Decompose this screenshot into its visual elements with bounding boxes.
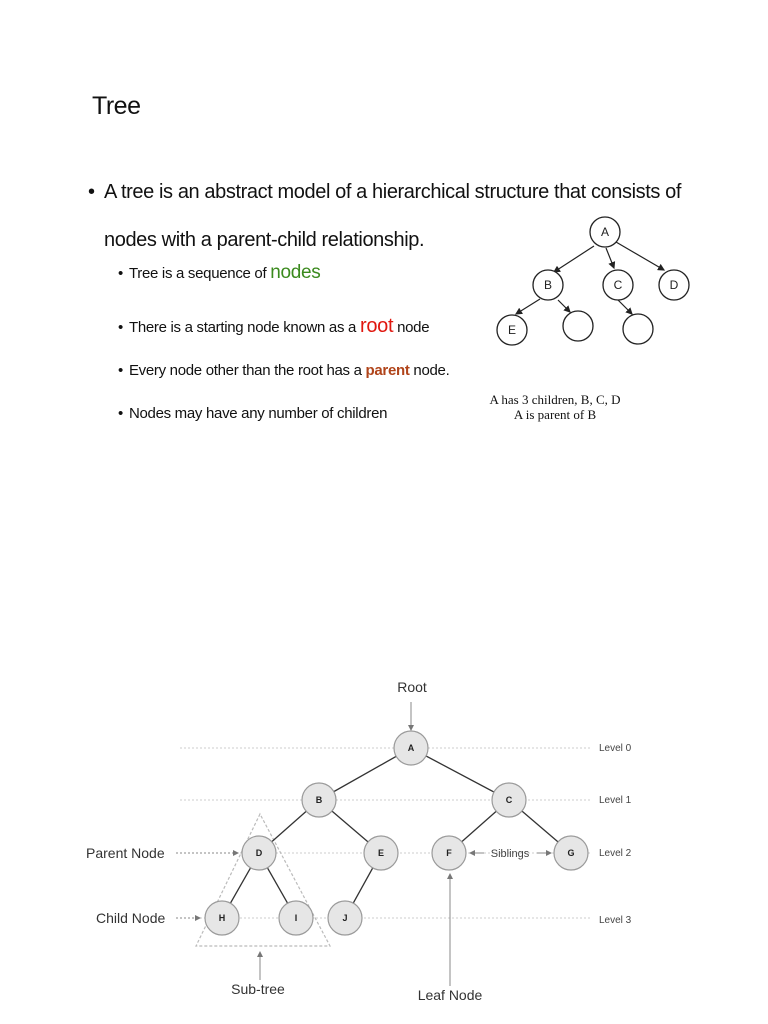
node-label: D: [255, 848, 263, 858]
edge-a-b: [554, 246, 594, 272]
small-tree-caption: [470, 392, 640, 422]
slide-title: Tree: [92, 92, 141, 120]
node-label: I: [294, 913, 298, 923]
bullet-dot: •: [118, 265, 123, 282]
small-node-label: C: [613, 278, 623, 292]
bullet-dot: •: [88, 181, 95, 203]
node-label: J: [342, 913, 348, 923]
node-label: B: [315, 795, 323, 805]
parent-node-label: Parent Node: [86, 845, 165, 861]
sub-bullet-root: [118, 315, 429, 338]
keyword-parent: parent: [365, 362, 410, 379]
sub-bullet-children: [118, 405, 387, 422]
big-tree-diagram: [0, 660, 768, 1024]
small-tree-diagram: [490, 210, 710, 360]
root-label: Root: [397, 679, 427, 695]
edge-b-e: [516, 299, 540, 314]
level-label: Level 1: [599, 795, 632, 806]
node-label: A: [407, 743, 415, 753]
sub-bullet-text: There is a starting node known as a: [128, 319, 360, 336]
sub-bullet-after: node: [393, 319, 430, 336]
node-label: C: [505, 795, 513, 805]
siblings-label: Siblings: [490, 848, 530, 860]
small-node-label: B: [543, 278, 553, 292]
sub-bullet-parent: [118, 362, 449, 379]
keyword-root: root: [359, 315, 394, 337]
main-bullet-line-1: A tree is an abstract model of a hierarchical structure that consists of: [104, 181, 682, 203]
sub-bullet-text: Nodes may have any number of children: [128, 405, 388, 422]
small-node-label: E: [507, 323, 517, 337]
small-node-empty-1: [563, 311, 593, 341]
small-node-label: A: [600, 225, 610, 239]
edge-b-x: [558, 300, 570, 312]
edge-a-c: [606, 248, 614, 268]
edge-a-d: [616, 242, 664, 270]
bullet-dot: •: [118, 362, 123, 379]
keyword-nodes: nodes: [270, 262, 321, 283]
level-label: Level 0: [599, 743, 632, 754]
sub-bullet-after: node.: [409, 362, 450, 379]
level-label: Level 3: [599, 915, 632, 926]
leaf-node-label: Leaf Node: [417, 987, 483, 1003]
node-label: H: [218, 913, 226, 923]
node-label: E: [377, 848, 385, 858]
caption-line-1: A has 3 children, B, C, D: [489, 392, 621, 407]
main-bullet-line-2: nodes with a parent-child relationship.: [104, 229, 425, 251]
edge-c-y: [618, 300, 632, 314]
small-node-label: D: [669, 278, 679, 292]
bullet-dot: •: [118, 319, 123, 336]
bullet-dot: •: [118, 405, 123, 422]
node-label: G: [567, 848, 575, 858]
level-label: Level 2: [599, 848, 632, 859]
sub-bullet-text: Tree is a sequence of: [128, 265, 271, 282]
sub-bullet-text: Every node other than the root has a: [128, 362, 366, 379]
small-node-empty-2: [623, 314, 653, 344]
sub-bullet-nodes: [118, 262, 321, 284]
node-label: F: [446, 848, 452, 858]
caption-line-2: A is parent of B: [513, 407, 597, 422]
child-node-label: Child Node: [96, 910, 166, 926]
sub-tree-label: Sub-tree: [231, 981, 285, 997]
